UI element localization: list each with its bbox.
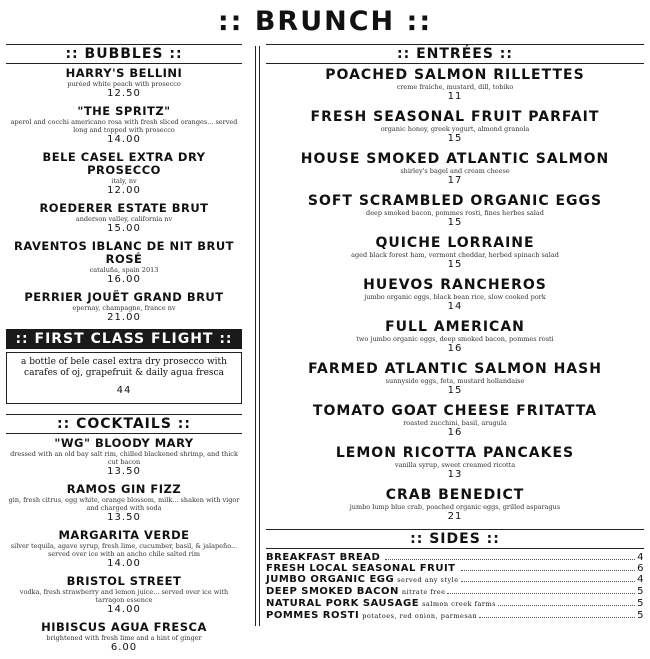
first-class-flight-header: :: FIRST CLASS FLIGHT :: xyxy=(6,329,242,349)
leader-dots xyxy=(498,605,635,606)
entrees-header: :: ENTRÉES :: xyxy=(266,44,644,64)
menu-item-price: 12.50 xyxy=(107,88,141,99)
menu-item-desc: silver tequila, agave syrup, fresh lime, cucumber, basil, & jalapeño... served over ice with an ancho chile salted rim xyxy=(10,542,238,558)
menu-item-price: 14.00 xyxy=(107,558,141,569)
leader-dots xyxy=(461,570,636,571)
menu-item-desc: aged black forest ham, vermont cheddar, herbed spinach salad xyxy=(351,251,559,259)
menu-item-price: 6.00 xyxy=(110,642,138,653)
first-class-flight-box xyxy=(6,352,242,404)
column-divider xyxy=(259,46,260,626)
menu-item xyxy=(266,487,644,523)
side-name: JUMBO ORGANIC EGG xyxy=(266,574,395,585)
menu-item-price: 16.00 xyxy=(107,274,141,285)
side-row xyxy=(266,586,644,598)
left-column xyxy=(6,44,242,659)
menu-item-price: 15.00 xyxy=(107,223,141,234)
menu-title: :: BRUNCH :: xyxy=(217,6,433,37)
menu-item-name: BELE CASEL EXTRA DRY PROSECCO xyxy=(42,150,206,177)
menu-item-name: FRESH SEASONAL FRUIT PARFAIT xyxy=(310,109,600,125)
menu-item-desc: epernay, champagne, france nv xyxy=(72,304,176,312)
menu-item-name: BRISTOL STREET xyxy=(66,574,182,588)
menu-item-desc: roasted zucchini, basil, arugula xyxy=(403,419,507,427)
menu-item-price: 15 xyxy=(447,259,463,270)
side-name: NATURAL PORK SAUSAGE xyxy=(266,598,420,609)
side-price: 5 xyxy=(637,610,644,621)
menu-item-desc: vanilla syrup, sweet creamed ricotta xyxy=(394,461,516,469)
menu-item-price: 17 xyxy=(447,175,463,186)
side-price: 6 xyxy=(637,563,644,574)
menu-item xyxy=(6,202,242,235)
menu-item xyxy=(266,445,644,481)
menu-item-name: "WG" BLOODY MARY xyxy=(54,436,194,450)
menu-item xyxy=(266,361,644,397)
side-row xyxy=(266,610,644,622)
menu-item-name: HARRY'S BELLINI xyxy=(65,66,183,80)
menu-item-desc: organic honey, greek yogurt, almond granola xyxy=(380,125,530,133)
menu-item-desc: cataluña, spain 2013 xyxy=(89,266,159,274)
side-row xyxy=(266,552,644,563)
leader-dots xyxy=(479,617,635,618)
menu-item xyxy=(6,437,242,478)
menu-item xyxy=(6,240,242,286)
menu-item-desc: sunnyside eggs, feta, mustard hollandaise xyxy=(385,377,525,385)
menu-item-price: 14.00 xyxy=(107,604,141,615)
menu-item-desc: shirley's bagel and cream cheese xyxy=(400,167,510,175)
menu-item xyxy=(266,193,644,229)
flight-price: 44 xyxy=(116,385,132,396)
menu-item-name: HOUSE SMOKED ATLANTIC SALMON xyxy=(300,151,610,167)
menu-item-name: CRAB BENEDICT xyxy=(385,487,525,503)
leader-dots xyxy=(385,559,635,560)
side-desc: salmon creek farms xyxy=(422,600,497,608)
sides-list xyxy=(266,552,644,622)
side-row xyxy=(266,598,644,610)
side-price: 4 xyxy=(637,574,644,585)
menu-item-desc: two jumbo organic eggs, deep smoked bacon, pommes rosti xyxy=(356,335,554,343)
cocktails-list xyxy=(6,437,242,654)
leader-dots xyxy=(447,593,635,594)
side-name: DEEP SMOKED BACON xyxy=(266,586,399,597)
menu-item xyxy=(266,403,644,439)
menu-item-price: 21 xyxy=(447,511,463,522)
menu-item-desc: dressed with an old bay salt rim, chilled blackened shrimp, and thick cut bacon xyxy=(10,450,238,466)
menu-item-desc: anderson valley, california nv xyxy=(75,215,173,223)
side-name: BREAKFAST BREAD xyxy=(266,552,381,563)
menu-item-name: TOMATO GOAT CHEESE FRITATTA xyxy=(312,403,598,419)
side-desc: potatoes, red onion, parmesan xyxy=(362,612,478,620)
menu-item-name: FARMED ATLANTIC SALMON HASH xyxy=(308,361,602,377)
bubbles-header: :: BUBBLES :: xyxy=(6,44,242,64)
menu-item xyxy=(266,277,644,313)
menu-item-price: 11 xyxy=(447,91,463,102)
menu-item-price: 13 xyxy=(447,469,463,480)
menu-item-price: 13.50 xyxy=(107,512,141,523)
menu-item-name: FULL AMERICAN xyxy=(385,319,525,335)
menu-item-desc: brightened with fresh lime and a hint of ginger xyxy=(46,634,202,642)
menu-item-name: RAMOS GIN FIZZ xyxy=(66,482,182,496)
menu-item-price: 13.50 xyxy=(107,466,141,477)
menu-item xyxy=(6,575,242,616)
column-divider xyxy=(255,46,256,626)
menu-item xyxy=(6,529,242,570)
cocktails-header: :: COCKTAILS :: xyxy=(6,414,242,434)
leader-dots xyxy=(461,581,636,582)
menu-item-name: "THE SPRITZ" xyxy=(77,104,171,118)
menu-item-desc: aperol and cocchi americano rosa with fresh sliced oranges... served long and topped with prosecco xyxy=(10,118,238,134)
side-name: POMMES ROSTI xyxy=(266,610,360,621)
menu-item-price: 14 xyxy=(447,301,463,312)
menu-item-price: 15 xyxy=(447,385,463,396)
menu-item xyxy=(266,109,644,145)
menu-item-price: 16 xyxy=(447,343,463,354)
menu-item-name: MARGARITA VERDE xyxy=(58,528,190,542)
sides-header: :: SIDES :: xyxy=(266,529,644,549)
menu-item xyxy=(6,483,242,524)
menu-item-price: 15 xyxy=(447,217,463,228)
menu-item-name: HUEVOS RANCHEROS xyxy=(363,277,547,293)
menu-item-price: 15 xyxy=(447,133,463,144)
menu-item-price: 16 xyxy=(447,427,463,438)
side-price: 5 xyxy=(637,586,644,597)
menu-item-desc: jumbo organic eggs, black bean rice, slow cooked pork xyxy=(364,293,546,301)
menu-item-name: HIBISCUS AGUA FRESCA xyxy=(41,620,207,634)
menu-item-price: 12.00 xyxy=(107,185,141,196)
menu-item xyxy=(6,105,242,146)
side-name: FRESH LOCAL SEASONAL FRUIT xyxy=(266,563,456,574)
menu-item-name: PERRIER JOUËT GRAND BRUT xyxy=(24,290,224,304)
menu-item-desc: puréed white peach with prosecco xyxy=(67,80,181,88)
menu-item xyxy=(266,151,644,187)
menu-item-desc: gin, fresh citrus, egg white, orange blossom, milk... shaken with vigor and charged with soda xyxy=(8,496,240,512)
menu-item-desc: italy, nv xyxy=(111,177,137,185)
menu-item-name: POACHED SALMON RILLETTES xyxy=(325,67,585,83)
entrees-list xyxy=(266,67,644,523)
menu-item-desc: jumbo lump blue crab, poached organic eggs, grilled asparagus xyxy=(349,503,561,511)
menu-item xyxy=(6,291,242,324)
flight-description: a bottle of bele casel extra dry prosecco with carafes of oj, grapefruit & daily agua fresca xyxy=(21,357,227,378)
side-row xyxy=(266,563,644,574)
menu-item xyxy=(266,67,644,103)
menu-item-desc: deep smoked bacon, pommes rosti, fines herbes salad xyxy=(366,209,544,217)
side-price: 5 xyxy=(637,598,644,609)
menu-item-price: 21.00 xyxy=(107,312,141,323)
menu-item-desc: vodka, fresh strawberry and lemon juice... served over ice with tarragon essence xyxy=(19,588,229,604)
menu-item xyxy=(6,67,242,100)
menu-item-price: 14.00 xyxy=(107,134,141,145)
side-desc: served any style xyxy=(397,576,459,584)
side-price: 4 xyxy=(637,552,644,563)
menu-item-name: LEMON RICOTTA PANCAKES xyxy=(335,445,575,461)
menu-item-desc: creme fraiche, mustard, dill, tobiko xyxy=(396,83,514,91)
menu-item-name: QUICHE LORRAINE xyxy=(375,235,535,251)
menu-item-name: SOFT SCRAMBLED ORGANIC EGGS xyxy=(307,193,603,209)
menu-item xyxy=(266,235,644,271)
side-desc: nitrate free xyxy=(401,588,446,596)
menu-item xyxy=(6,621,242,654)
menu-item xyxy=(266,319,644,355)
menu-item xyxy=(6,151,242,197)
menu-item-name: RAVENTOS IBLANC DE NIT BRUT ROSÉ xyxy=(13,239,235,266)
right-column xyxy=(266,44,644,622)
menu-item-name: ROEDERER ESTATE BRUT xyxy=(39,201,209,215)
side-row xyxy=(266,574,644,586)
bubbles-list xyxy=(6,67,242,324)
